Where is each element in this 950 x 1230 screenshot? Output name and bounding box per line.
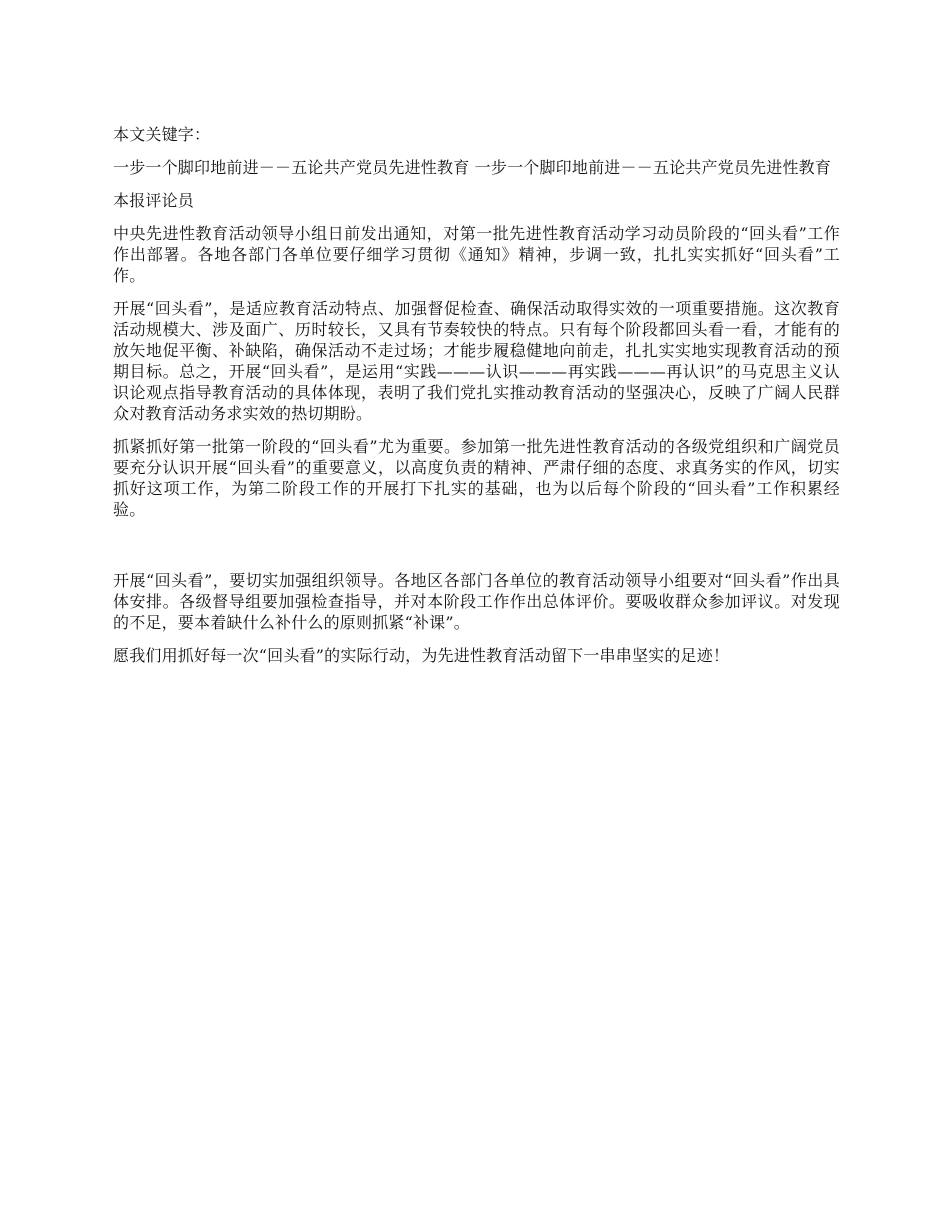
paragraph-4: 开展“回头看”，要切实加强组织领导。各地区各部门各单位的教育活动领导小组要对“回头看”作出具体安排。各级督导组要加强检查指导，并对本阶段工作作出总体评价。要吸收群众参加评议。对发现的不足，要本着缺什么补什么的原则抓紧“补课”。	[113, 571, 840, 632]
paragraph-1: 中央先进性教育活动领导小组日前发出通知，对第一批先进性教育活动学习动员阶段的“回头看”工作作出部署。各地各部门各单位要仔细学习贯彻《通知》精神，步调一致，扎扎实实抓好“回头看”工作。	[113, 224, 840, 285]
keywords-label: 本文关键字：	[113, 125, 211, 144]
paragraph-2: 开展“回头看”，是适应教育活动特点、加强督促检查、确保活动取得实效的一项重要措施。这次教育活动规模大、涉及面广、历时较长，又具有节奏较快的特点。只有每个阶段都回头看一看，才能有的放矢地促平衡、补缺陷，确保活动不走过场；才能步履稳健地向前走，扎扎实实地实现教育活动的预期目标。总之，开展“回头看”，是运用“实践———认识———再实践———再认识”的马克思主义认识论观点指导教育活动的具体体现，表明了我们党扎实推动教育活动的坚强决心，反映了广阔人民群众对教育活动务求实效的热切期盼。	[113, 299, 840, 423]
author-line: 本报评论员	[113, 191, 195, 210]
paragraph-3: 抓紧抓好第一批第一阶段的“回头看”尤为重要。参加第一批先进性教育活动的各级党组织和广阔党员要充分认识开展“回头看”的重要意义，以高度负责的精神、严肃仔细的态度、求真务实的作风，切实抓好这项工作，为第二阶段工作的开展打下扎实的基础，也为以后每个阶段的“回头看”工作积累经验。	[113, 437, 840, 519]
keywords-text: 一步一个脚印地前进－－五论共产党员先进性教育 一步一个脚印地前进－－五论共产党员先进性教育	[113, 158, 832, 177]
paragraph-gap	[113, 532, 840, 570]
paragraph-5: 愿我们用抓好每一次“回头看”的实际行动，为先进性教育活动留下一串串坚实的足迹！	[113, 646, 730, 665]
document-body	[113, 124, 840, 666]
